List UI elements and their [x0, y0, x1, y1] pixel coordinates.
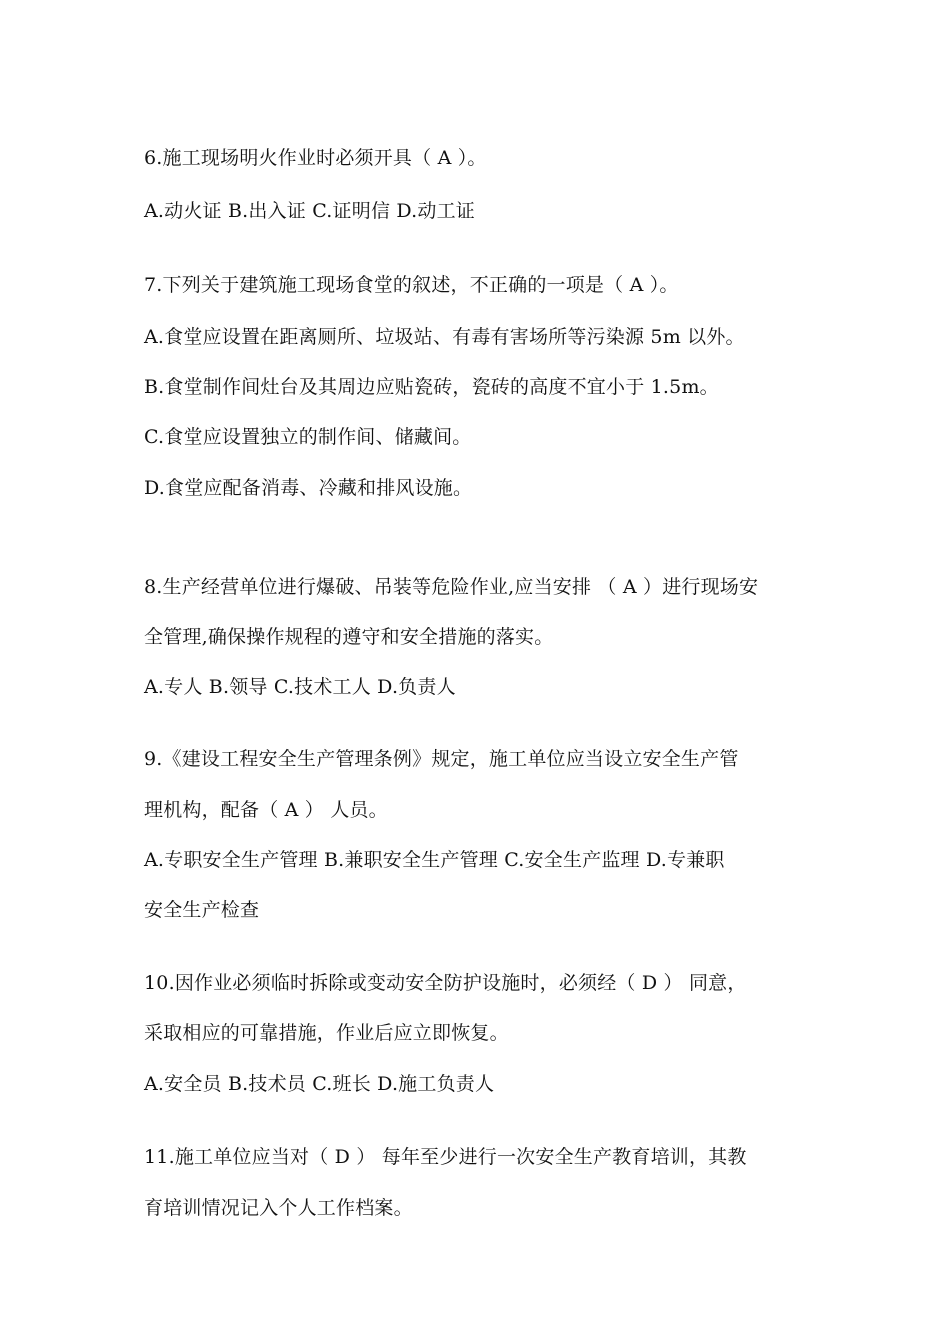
q7-option-c: C.食堂应设置独立的制作间、储藏间。 — [144, 426, 472, 448]
q10-options: A.安全员 B.技术员 C.班长 D.施工负责人 — [144, 1073, 495, 1095]
q9-options-line2: 安全生产检查 — [144, 899, 260, 921]
q6-options: A.动火证 B.出入证 C.证明信 D.动工证 — [144, 200, 475, 222]
q10-stem-line1: 10.因作业必须临时拆除或变动安全防护设施时，必须经（ D ） 同意， — [144, 972, 747, 994]
q7-option-d: D.食堂应配备消毒、冷藏和排风设施。 — [144, 477, 473, 499]
q8-stem-line2: 全管理,确保操作规程的遵守和安全措施的落实。 — [144, 626, 554, 648]
q8-stem-line1: 8.生产经营单位进行爆破、吊装等危险作业,应当安排 （ A ）进行现场安 — [144, 576, 759, 598]
q11-stem-line2: 育培训情况记入个人工作档案。 — [144, 1197, 413, 1219]
q8-options: A.专人 B.领导 C.技术工人 D.负责人 — [144, 676, 456, 698]
q9-stem-line2: 理机构，配备（ A ） 人员。 — [144, 799, 388, 821]
q7-stem: 7.下列关于建筑施工现场食堂的叙述，不正确的一项是（ A ）。 — [144, 274, 679, 296]
q9-options-line1: A.专职安全生产管理 B.兼职安全生产管理 C.安全生产监理 D.专兼职 — [144, 849, 725, 871]
q9-stem-line1: 9.《建设工程安全生产管理条例》规定，施工单位应当设立安全生产管 — [144, 748, 739, 770]
q7-option-b: B.食堂制作间灶台及其周边应贴瓷砖，瓷砖的高度不宜小于 1.5m。 — [144, 376, 719, 398]
q7-option-a: A.食堂应设置在距离厕所、垃圾站、有毒有害场所等污染源 5m 以外。 — [144, 326, 745, 348]
q11-stem-line1: 11.施工单位应当对（ D ） 每年至少进行一次安全生产教育培训，其教 — [144, 1146, 747, 1168]
q6-stem: 6.施工现场明火作业时必须开具（ A ）。 — [144, 147, 487, 169]
q10-stem-line2: 采取相应的可靠措施，作业后应立即恢复。 — [144, 1022, 509, 1044]
